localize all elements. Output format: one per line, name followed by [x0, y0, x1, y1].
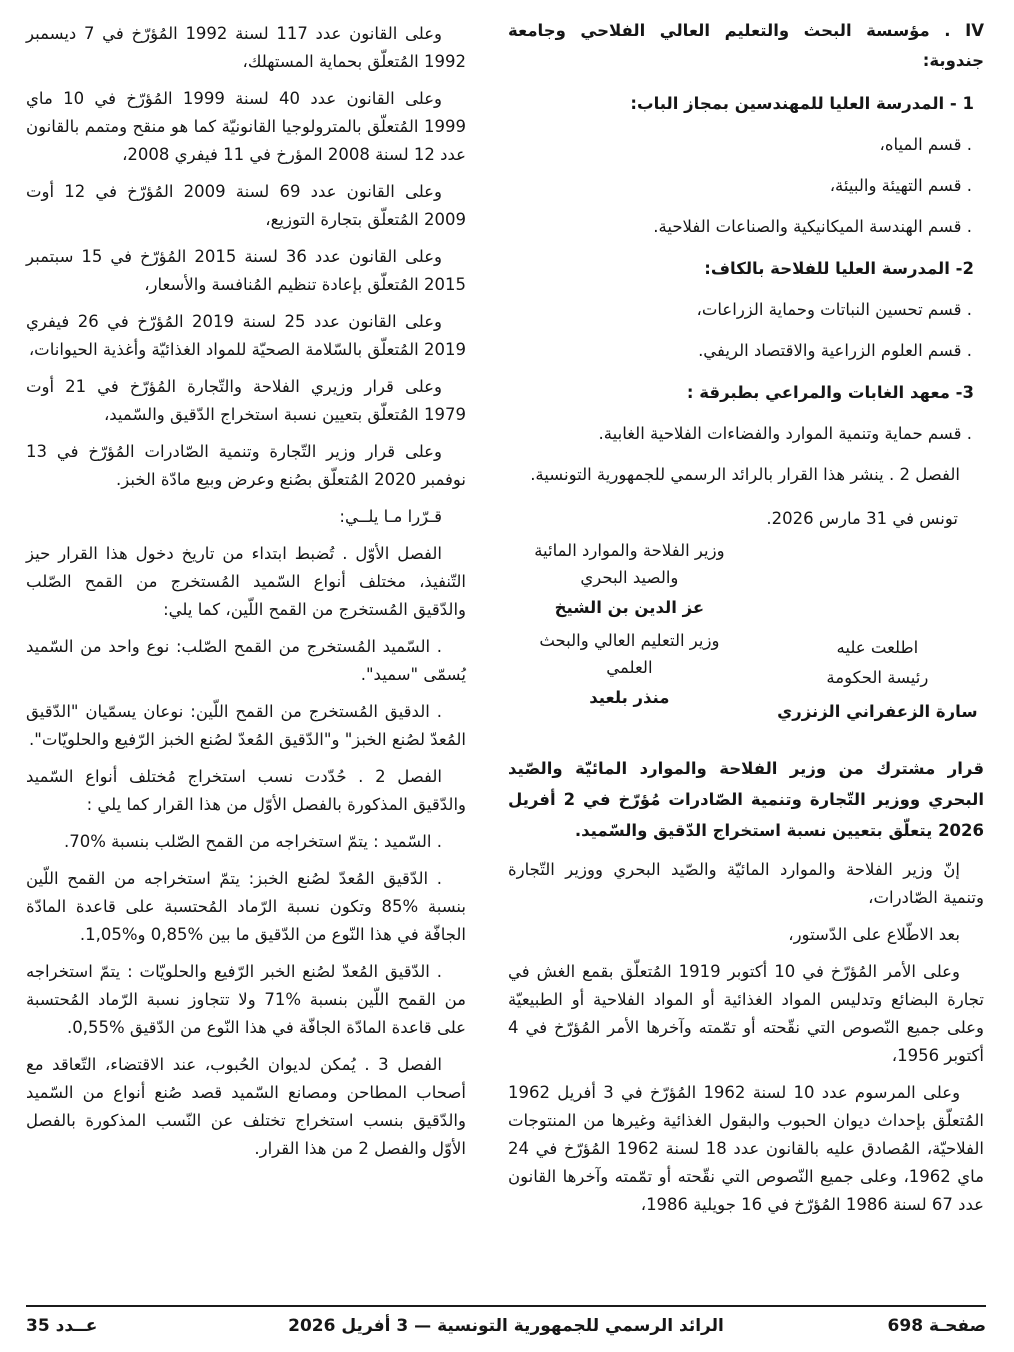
article-1-paragraph: الفصل الأوّل . تُضبط ابتداء من تاريخ دخول هذا القرار حيز التّنفيذ، مختلف أنواع السّميد المُستخرج من القمح الصّلب والدّقيق المُستخرج من القمح اللّين، كما يلي: [26, 544, 466, 619]
dept-item: . قسم العلوم الزراعية والاقتصاد الريفي. [698, 341, 972, 360]
dept-item: . قسم الهندسة الميكانيكية والصناعات الفلاحية. [653, 217, 972, 236]
page-footer [26, 1305, 986, 1336]
dept-item: . قسم تحسين النباتات وحماية الزراعات، [696, 300, 972, 319]
paragraph: إنّ وزير الفلاحة والموارد المائيّة والصّيد البحري ووزير التّجارة وتنمية الصّادرات، [508, 860, 984, 907]
paragraph: وعلى القانون عدد 69 لسنة 2009 المُؤرّخ في 12 أوت 2009 المُتعلّق بتجارة التوزيع، [26, 182, 466, 229]
paragraph: وعلى القانون عدد 40 لسنة 1999 المُؤرّخ في 10 ماي 1999 المُتعلّق بالمترولوجيا القانونيّة كما هو منقح ومتمم بالقانون عدد 12 لسنة 2008 المؤرخ في 11 فيفري 2008، [26, 89, 466, 164]
paragraph: وعلى القانون عدد 36 لسنة 2015 المُؤرّخ في 15 سبتمبر 2015 المُتعلّق بإعادة تنظيم المُنافسة والأسعار، [26, 247, 466, 294]
article-2-paragraph: الفصل 2 . حُدّدت نسب استخراج مُختلف أنواع السّميد والدّقيق المذكورة بالفصل الأوّل من هذا القرار كما يلي : [26, 767, 466, 814]
article-3-paragraph: الفصل 3 . يُمكن لديوان الحُبوب، عند الاقتضاء، التّعاقد مع أصحاب المطاحن ومصانع السّميد قصد صُنع أنواع من السّميد والدّقيق بنسب استخراج تختلف عن النّسب المذكورة بالفصل الأوّل والفصل 2 من هذا القرار. [26, 1055, 466, 1158]
minister-title: وزير التعليم العالي والبحث العلمي [539, 631, 720, 677]
minister-name: منذر بلعيد [589, 688, 670, 707]
paragraph: وعلى القانون عدد 117 لسنة 1992 المُؤرّخ في 7 ديسمبر 1992 المُتعلّق بحماية المستهلك، [26, 24, 466, 71]
seen-by-label: اطلعت عليه [836, 638, 919, 657]
paragraph: . الدّقيق المُعدّ لصُنع الخبز: يتمّ استخراجه من القمح اللّين بنسبة %85 وتكون نسبة الرّماد المُحتسبة على قاعدة المادّة الجافّة في هذا النّوع من الدّقيق ما بين %0,85 و%1,05. [26, 869, 466, 944]
school-1-heading: 1 - المدرسة العليا للمهندسين بمجاز الباب: [630, 94, 974, 113]
two-column-layout [26, 16, 984, 1219]
seen-by-signature [777, 633, 978, 727]
paragraph: . السّميد : يتمّ استخراجه من القمح الصّلب بنسبة %70. [63, 832, 442, 851]
decision-lead-in: قـرّرا مـا يلــي: [339, 507, 442, 526]
seen-by-name: سارة الزعفراني الزنزري [777, 702, 978, 721]
seen-by-title: رئيسة الحكومة [826, 668, 929, 687]
minister-name: عز الدين بن الشيخ [554, 598, 705, 617]
paragraph: وعلى الأمر المُؤرّخ في 10 أكتوبر 1919 المُتعلّق بقمع الغش في تجارة البضائع وتدليس المواد الغذائية أو المواد الفلاحية أو الطبيعيّة وعلى جميع النّصوص التي نقّحته أو تمّمته وآخرها الأمر المُؤرّخ في 4 أكتوبر 1956، [508, 962, 984, 1065]
school-3-heading: 3- معهد الغابات والمراعي بطبرقة : [686, 383, 974, 402]
paragraph: وعلى المرسوم عدد 10 لسنة 1962 المُؤرّخ في 3 أفريل 1962 المُتعلّق بإحداث ديوان الحبوب والبقول الغذائية وغيرها من المنتوجات الفلاحيّة، المُصادق عليه بالقانون عدد 18 لسنة 1962 المُؤرّخ في 24 ماي 1962، وعلى جميع النّصوص التي نقّحته أو تمّمته وآخرها القانون عدد 67 لسنة 1986 المُؤرّخ في 16 جويلية 1986، [508, 1083, 985, 1214]
school-2-heading: 2- المدرسة العليا للفلاحة بالكاف: [704, 259, 974, 278]
left-column [26, 16, 466, 1163]
paragraph: . الدّقيق المُعدّ لصُنع الخبر الرّفيع والحلويّات : يتمّ استخراجه من القمح اللّين بنسبة %71 ولا تتجاوز نسبة الرّماد المُحتسبة على قاعدة المادّة الجافّة في هذا النّوع من الدّقيق %0,55. [26, 962, 466, 1037]
dept-item: . قسم حماية وتنمية الموارد والفضاءات الفلاحية الغابية. [598, 424, 972, 443]
signature-block [518, 537, 978, 727]
joint-decree-heading: قرار مشترك من وزير الفلاحة والموارد المائيّة والصّيد البحري ووزير التّجارة وتنمية الصّادرات مُؤرّخ في 2 أفريل 2026 يتعلّق بتعيين نسبة استخراج الدّقيق والسّميد. [508, 759, 984, 840]
minister-signature [518, 627, 741, 711]
paragraph: . الدقيق المُستخرج من القمح اللّين: نوعان يسمّيان "الدّقيق المُعدّ لصُنع الخبز" و"الدّقيق المُعدّ لصُنع الخبز الرّفيع والحلويّات". [26, 702, 466, 749]
footer-issue-number: عــدد 35 [26, 1316, 98, 1336]
minister-signatures [518, 537, 741, 717]
paragraph: . السّميد المُستخرج من القمح الصّلب: نوع واحد من السّميد يُسمّى "سميد". [26, 637, 466, 684]
footer-page-number: صفحـة 698 [887, 1316, 986, 1336]
minister-title: وزير الفلاحة والموارد المائية والصيد البحري [534, 541, 725, 587]
right-column [508, 16, 984, 1219]
footer-journal-title: الرائد الرسمي للجمهورية التونسية — 3 أفريل 2026 [288, 1316, 724, 1336]
paragraph: بعد الاطّلاع على الدّستور، [788, 925, 960, 944]
dept-item: . قسم المياه، [879, 135, 972, 154]
article-publish-paragraph: الفصل 2 . ينشر هذا القرار بالرائد الرسمي للجمهورية التونسية. [530, 465, 960, 484]
dateline: تونس في 31 مارس 2026. [766, 509, 958, 528]
dept-item: . قسم التهيئة والبيئة، [829, 176, 972, 195]
minister-signature [518, 537, 741, 621]
section-iv-heading: IV . مؤسسة البحث والتعليم العالي الفلاحي وجامعة جندوبة: [508, 21, 984, 70]
paragraph: وعلى قرار وزيري الفلاحة والتّجارة المُؤرّخ في 21 أوت 1979 المُتعلّق بتعيين نسبة استخراج الدّقيق والسّميد، [26, 377, 466, 424]
paragraph: وعلى قرار وزير التّجارة وتنمية الصّادرات المُؤرّخ في 13 نوفمبر 2020 المُتعلّق بصُنع وعرض وبيع مادّة الخبز. [26, 442, 466, 489]
paragraph: وعلى القانون عدد 25 لسنة 2019 المُؤرّخ في 26 فيفري 2019 المُتعلّق بالسّلامة الصحيّة للمواد الغذائيّة وأغذية الحيوانات، [26, 312, 466, 359]
